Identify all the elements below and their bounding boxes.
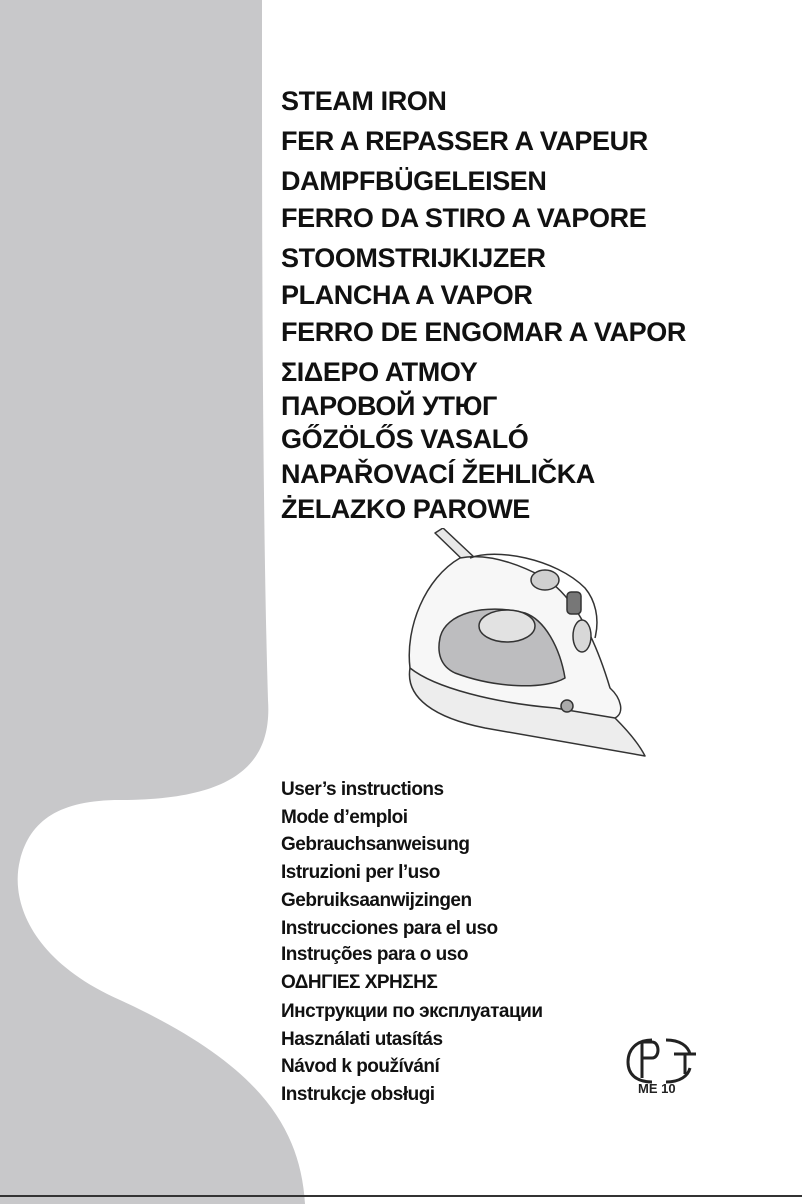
certification-code: ME 10 xyxy=(638,1081,676,1096)
instruction-title: Használati utasítás xyxy=(281,1029,443,1050)
instruction-title: Návod k používání xyxy=(281,1056,440,1077)
grey-band-shape xyxy=(0,0,305,1204)
instruction-title: Instrucciones para el uso xyxy=(281,918,498,939)
product-title: FERRO DA STIRO A VAPORE xyxy=(281,203,647,233)
instruction-title: User’s instructions xyxy=(281,779,444,800)
product-title: FERRO DE ENGOMAR A VAPOR xyxy=(281,317,686,347)
iron-burst-button xyxy=(573,620,591,652)
product-title: DAMPFBÜGELEISEN xyxy=(281,166,547,196)
product-title: ПАРОВОЙ УТЮГ xyxy=(281,391,497,421)
product-title: FER A REPASSER A VAPEUR xyxy=(281,126,648,156)
iron-dial xyxy=(479,610,535,642)
instruction-title: ΟΔΗΓΙΕΣ ΧΡΗΣΗΣ xyxy=(281,972,438,993)
iron-indicator-light xyxy=(561,700,573,712)
instruction-title: Istruzioni per l’uso xyxy=(281,862,440,883)
instruction-title: Instrukcje obsługi xyxy=(281,1084,435,1105)
product-title: GŐZÖLŐS VASALÓ xyxy=(281,424,529,454)
instruction-title: Gebrauchsanweisung xyxy=(281,834,470,855)
product-title: ΣΙΔΕΡΟ ΑΤΜΟΥ xyxy=(281,357,478,387)
product-title: NAPAŘOVACÍ ŽEHLIČKA xyxy=(281,459,595,489)
instruction-title: Mode d’emploi xyxy=(281,807,408,828)
product-title: STEAM IRON xyxy=(281,86,447,116)
instruction-title: Instruções para o uso xyxy=(281,944,468,965)
instruction-title: Инструкции по эксплуатации xyxy=(281,1001,543,1022)
iron-spray-button xyxy=(531,570,559,590)
product-title: PLANCHA A VAPOR xyxy=(281,280,533,310)
product-title: STOOMSTRIJKIJZER xyxy=(281,243,546,273)
steam-iron-illustration xyxy=(395,528,655,778)
product-title: ŻELAZKO PAROWE xyxy=(281,494,530,524)
instruction-title: Gebruiksaanwijzingen xyxy=(281,890,472,911)
bottom-rule xyxy=(0,1195,802,1197)
iron-steam-knob xyxy=(567,592,581,614)
